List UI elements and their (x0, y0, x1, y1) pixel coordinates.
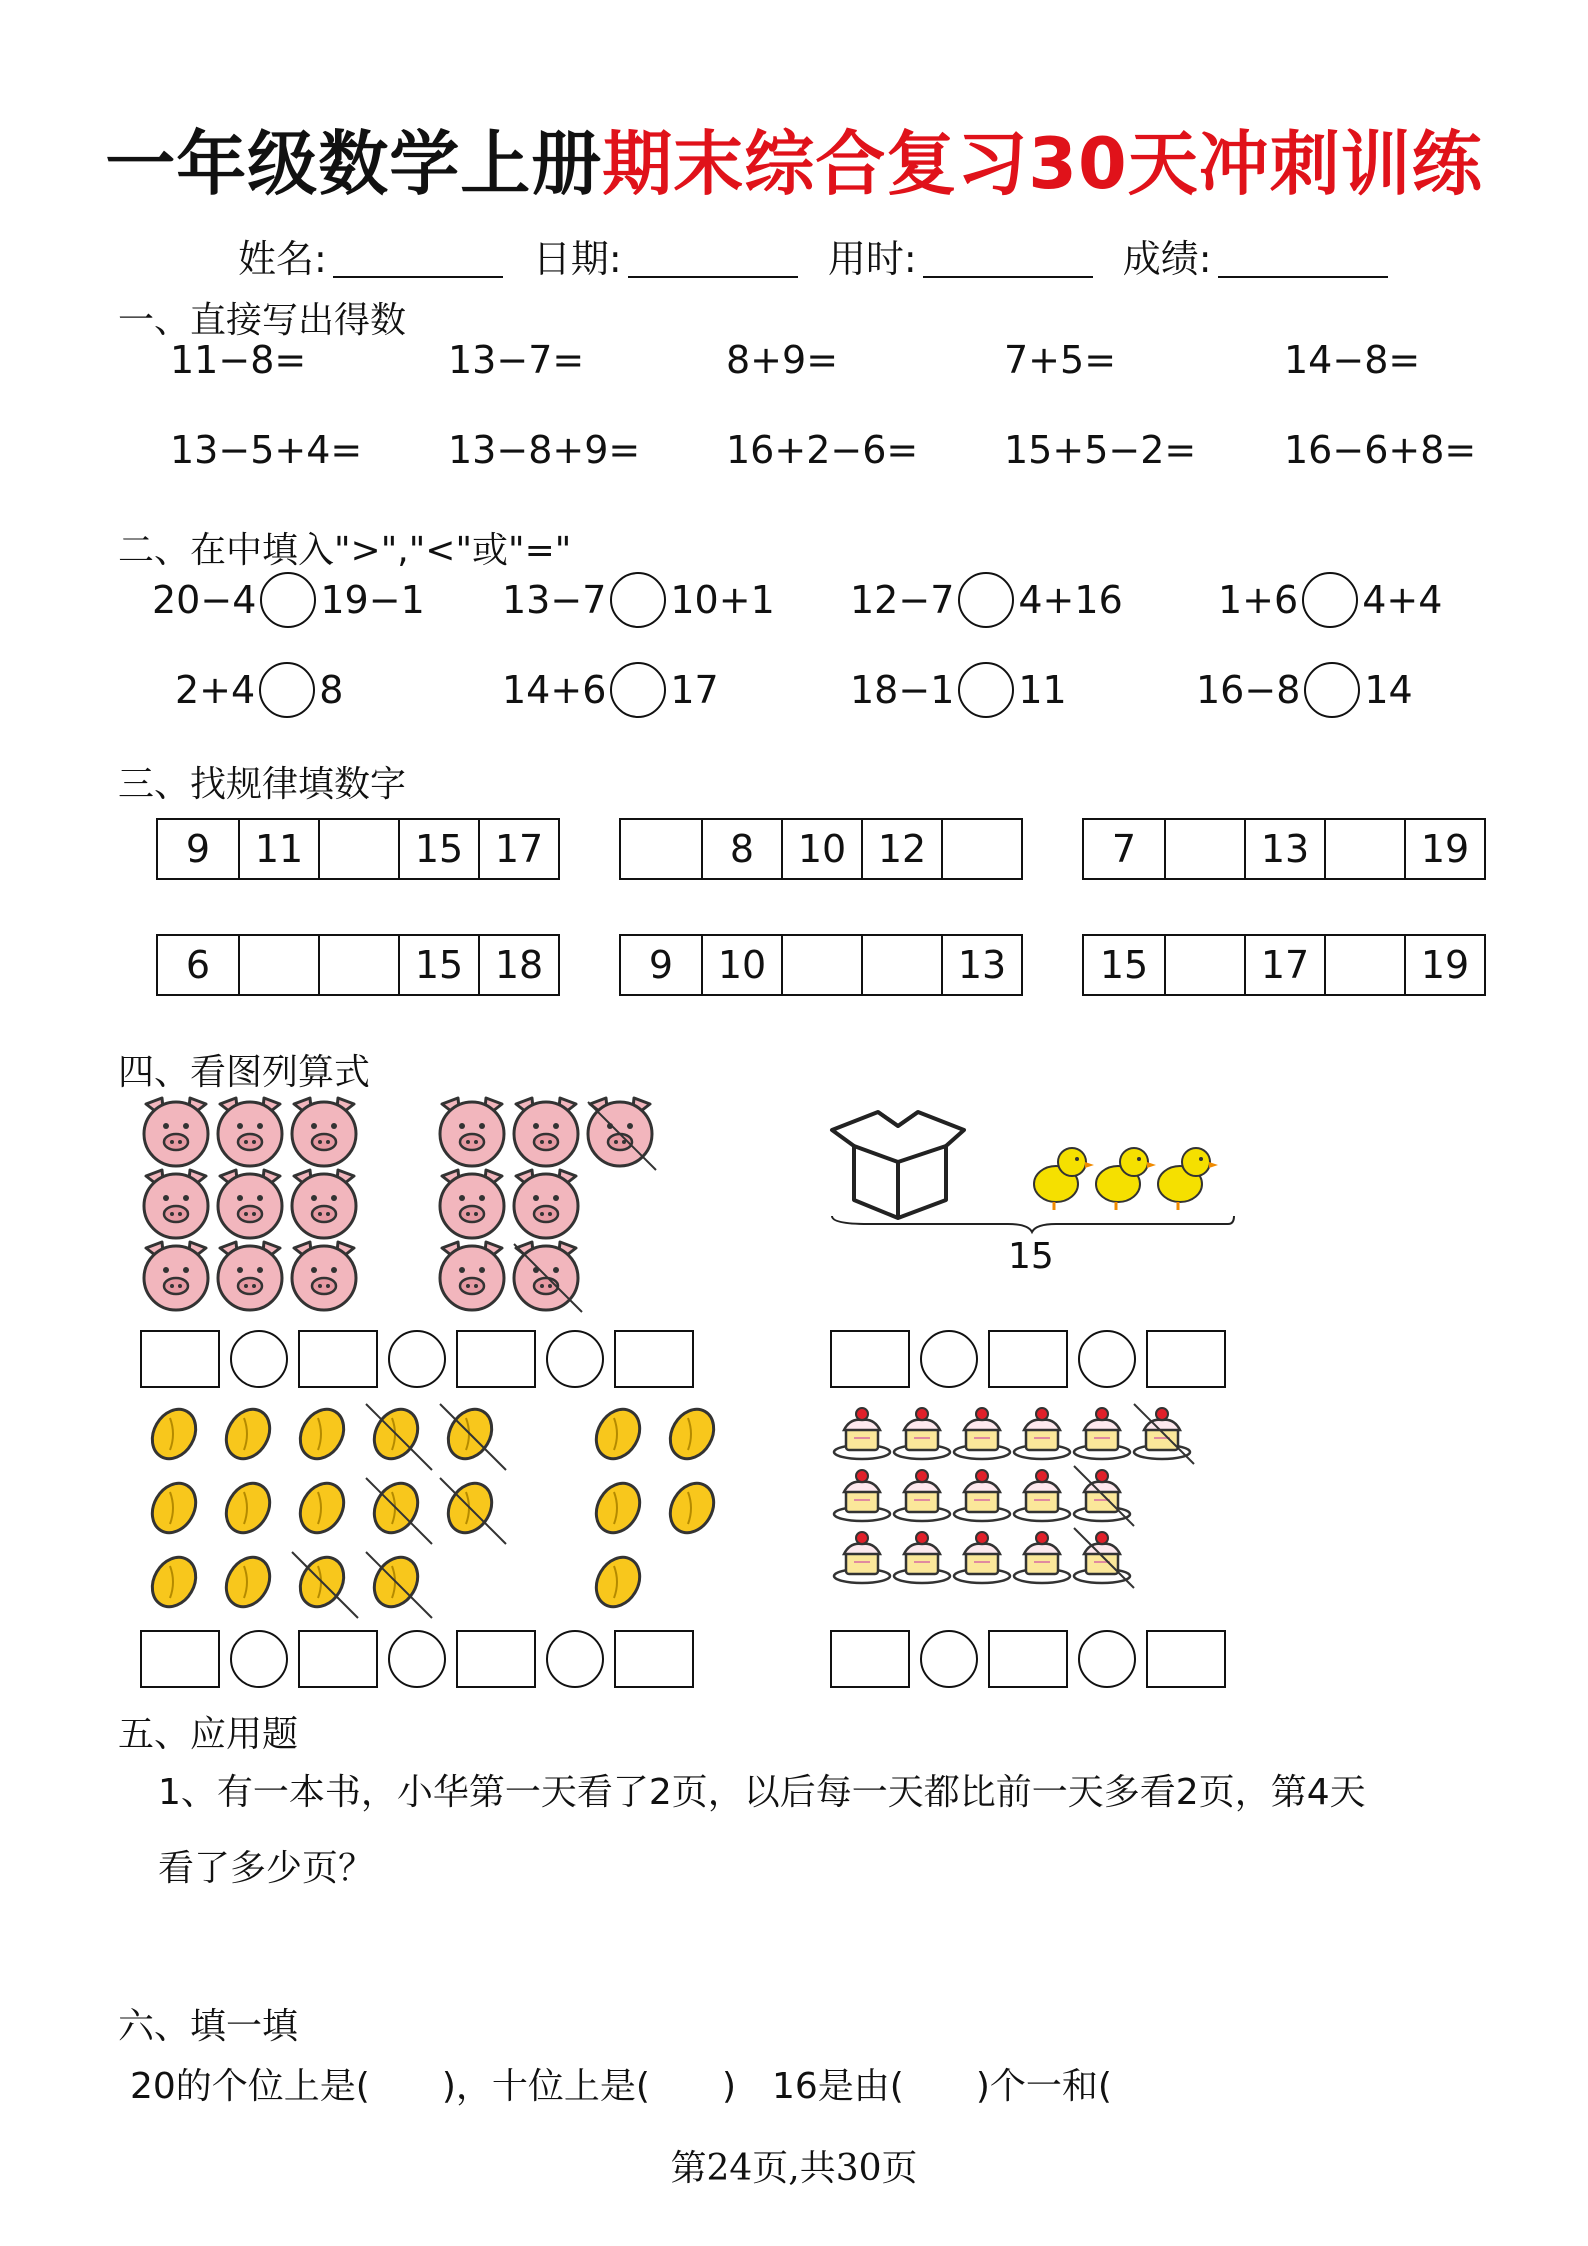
score-field[interactable]: 成绩: (1123, 228, 1388, 283)
section1-heading: 一、直接写出得数 (118, 300, 407, 341)
sequence-cell: 18 (478, 936, 558, 994)
answer-box[interactable] (988, 1630, 1068, 1688)
pig-icon (514, 1098, 578, 1166)
sequence-blank[interactable] (861, 936, 941, 994)
sequence-cell: 9 (185, 827, 211, 871)
sequence-cell: 19 (1404, 820, 1484, 878)
answer-box[interactable] (1146, 1630, 1226, 1688)
answer-box[interactable] (1146, 1330, 1226, 1388)
sequence-cell: 8 (701, 820, 781, 878)
name-field[interactable]: 姓名: (238, 228, 503, 283)
section4-heading: 四、看图列算式 (118, 1052, 371, 1093)
pig-icon (440, 1170, 504, 1238)
pig-icon (218, 1170, 282, 1238)
calc-item: 13−7= (448, 338, 585, 382)
sequence-row (156, 934, 560, 996)
calc-item: 15+5−2= (1004, 428, 1197, 472)
sequence-cell: 15 (1099, 943, 1149, 987)
title-red: 期末综合复习30天冲刺训练 (602, 123, 1483, 205)
sequence-cell: 11 (238, 820, 318, 878)
sequence-cell: 12 (861, 820, 941, 878)
sequence-blank[interactable] (621, 820, 701, 878)
operator-circle[interactable] (546, 1630, 604, 1688)
word-problem-line1: 1、有一本书，小华第一天看了2页，以后每一天都比前一天多看2页，第4天 (158, 1772, 1366, 1813)
mango-icon (144, 1401, 205, 1466)
compare-item: 20−4 19−1 (152, 572, 425, 628)
cake-icon (894, 1532, 950, 1583)
compare-item: 16−8 14 (1196, 662, 1413, 718)
cake-icon (954, 1408, 1010, 1459)
mango-icon (292, 1401, 353, 1466)
box-icon (832, 1112, 964, 1218)
sequence-row (619, 934, 1023, 996)
mango-icon (588, 1401, 649, 1466)
date-field[interactable]: 日期: (533, 228, 798, 283)
sequence-blank[interactable] (1324, 936, 1404, 994)
chick-icon (1096, 1148, 1156, 1210)
sequence-blank[interactable] (318, 936, 398, 994)
total-label: 15 (1008, 1236, 1054, 1277)
compare-item: 12−7 4+16 (850, 572, 1123, 628)
pig-icon (292, 1098, 356, 1166)
sequence-blank[interactable] (1164, 820, 1244, 878)
mango-icon (218, 1401, 279, 1466)
answer-box[interactable] (456, 1330, 536, 1388)
pig-icon (218, 1098, 282, 1166)
calc-item: 14−8= (1284, 338, 1421, 382)
compare-circle[interactable] (958, 572, 1014, 628)
pig-icon (144, 1170, 208, 1238)
sequence-cell: 10 (781, 820, 861, 878)
page-title (0, 108, 1588, 209)
cake-icon (1014, 1470, 1070, 1521)
sequence-cell: 7 (1111, 827, 1137, 871)
mango-icon (218, 1475, 279, 1540)
pig-icon (292, 1242, 356, 1310)
answer-box[interactable] (140, 1630, 220, 1688)
compare-item: 2+4 8 (175, 662, 343, 718)
pig-icon (514, 1170, 578, 1238)
answer-row (830, 1330, 1226, 1388)
sequence-cell: 13 (1244, 820, 1324, 878)
pig-icon (144, 1098, 208, 1166)
sequence-cell: 15 (398, 936, 478, 994)
chick-icon (1034, 1148, 1094, 1210)
section2-heading: 二、在中填入">","<"或"=" (118, 530, 572, 571)
sequence-row (619, 818, 1023, 880)
total-brace (832, 1216, 1234, 1232)
operator-circle[interactable] (230, 1630, 288, 1688)
cake-icon (1014, 1532, 1070, 1583)
compare-circle[interactable] (610, 572, 666, 628)
answer-box[interactable] (614, 1330, 694, 1388)
compare-item: 18−1 11 (850, 662, 1067, 718)
answer-box[interactable] (298, 1330, 378, 1388)
mangoes-picture (140, 1400, 730, 1630)
pigs-picture (130, 1090, 670, 1330)
mango-icon (218, 1549, 279, 1614)
calc-item: 16−6+8= (1284, 428, 1477, 472)
cakes-picture (830, 1400, 1230, 1600)
word-problem-line2: 看了多少页？ (158, 1848, 375, 1889)
mango-icon (588, 1475, 649, 1540)
calc-item: 13−8+9= (448, 428, 641, 472)
cake-icon (834, 1532, 890, 1583)
operator-circle[interactable] (1078, 1630, 1136, 1688)
sequence-blank[interactable] (318, 820, 398, 878)
cake-icon (894, 1470, 950, 1521)
answer-box[interactable] (298, 1630, 378, 1688)
compare-circle[interactable] (260, 572, 316, 628)
operator-circle[interactable] (920, 1330, 978, 1388)
sequence-row (1082, 934, 1486, 996)
operator-circle[interactable] (1078, 1330, 1136, 1388)
calc-item: 13−5+4= (170, 428, 363, 472)
sequence-blank[interactable] (781, 936, 861, 994)
calc-item: 8+9= (726, 338, 839, 382)
answer-row (140, 1330, 694, 1388)
compare-item: 1+6 4+4 (1218, 572, 1442, 628)
sequence-cell: 19 (1404, 936, 1484, 994)
compare-circle[interactable] (259, 662, 315, 718)
section3-heading: 三、找规律填数字 (118, 764, 407, 805)
answer-box[interactable] (988, 1330, 1068, 1388)
calc-item: 16+2−6= (726, 428, 919, 472)
mango-icon (662, 1475, 723, 1540)
fill-in-line: 20的个位上是( )，十位上是( ) 16是由( )个一和( (130, 2066, 1112, 2107)
sequence-row (1082, 818, 1486, 880)
calc-item: 11−8= (170, 338, 307, 382)
cake-icon (1074, 1408, 1130, 1459)
mango-icon (662, 1401, 723, 1466)
cake-icon (834, 1408, 890, 1459)
operator-circle[interactable] (230, 1330, 288, 1388)
sequence-blank[interactable] (1164, 936, 1244, 994)
cake-icon (834, 1470, 890, 1521)
operator-circle[interactable] (388, 1630, 446, 1688)
answer-box[interactable] (456, 1630, 536, 1688)
sequence-cell: 6 (185, 943, 211, 987)
operator-circle[interactable] (388, 1330, 446, 1388)
title-black: 一年级数学上册 (105, 123, 603, 205)
operator-circle[interactable] (546, 1330, 604, 1388)
operator-circle[interactable] (920, 1630, 978, 1688)
mango-icon (588, 1549, 649, 1614)
answer-box[interactable] (830, 1630, 910, 1688)
cake-icon (954, 1470, 1010, 1521)
sequence-blank[interactable] (941, 820, 1021, 878)
sequence-blank[interactable] (1324, 820, 1404, 878)
sequence-blank[interactable] (238, 936, 318, 994)
time-field[interactable]: 用时: (828, 228, 1093, 283)
answer-box[interactable] (614, 1630, 694, 1688)
answer-box[interactable] (140, 1330, 220, 1388)
sequence-cell: 15 (398, 820, 478, 878)
chick-icon (1158, 1148, 1218, 1210)
compare-item: 13−7 10+1 (502, 572, 775, 628)
mango-icon (144, 1475, 205, 1540)
page-footer: 第24页,共30页 (670, 2148, 918, 2189)
calc-item: 7+5= (1004, 338, 1117, 382)
cake-icon (1014, 1408, 1070, 1459)
compare-circle[interactable] (1304, 662, 1360, 718)
answer-row (830, 1630, 1226, 1688)
cake-icon (954, 1532, 1010, 1583)
compare-item: 14+6 17 (502, 662, 719, 718)
compare-circle[interactable] (610, 662, 666, 718)
answer-box[interactable] (830, 1330, 910, 1388)
pig-icon (144, 1242, 208, 1310)
cake-icon (894, 1408, 950, 1459)
answer-row (140, 1630, 694, 1688)
sequence-row (156, 818, 560, 880)
sequence-cell: 9 (648, 943, 674, 987)
sequence-cell: 17 (478, 820, 558, 878)
compare-circle[interactable] (958, 662, 1014, 718)
section6-heading: 六、填一填 (118, 2006, 299, 2047)
section5-heading: 五、应用题 (118, 1714, 299, 1755)
mango-icon (144, 1549, 205, 1614)
sequence-cell: 10 (701, 936, 781, 994)
pig-icon (440, 1098, 504, 1166)
info-line (238, 228, 1406, 283)
pig-icon (292, 1170, 356, 1238)
sequence-cell: 17 (1244, 936, 1324, 994)
sequence-cell: 13 (941, 936, 1021, 994)
mango-icon (292, 1475, 353, 1540)
pig-icon (218, 1242, 282, 1310)
pig-icon (440, 1242, 504, 1310)
compare-circle[interactable] (1302, 572, 1358, 628)
